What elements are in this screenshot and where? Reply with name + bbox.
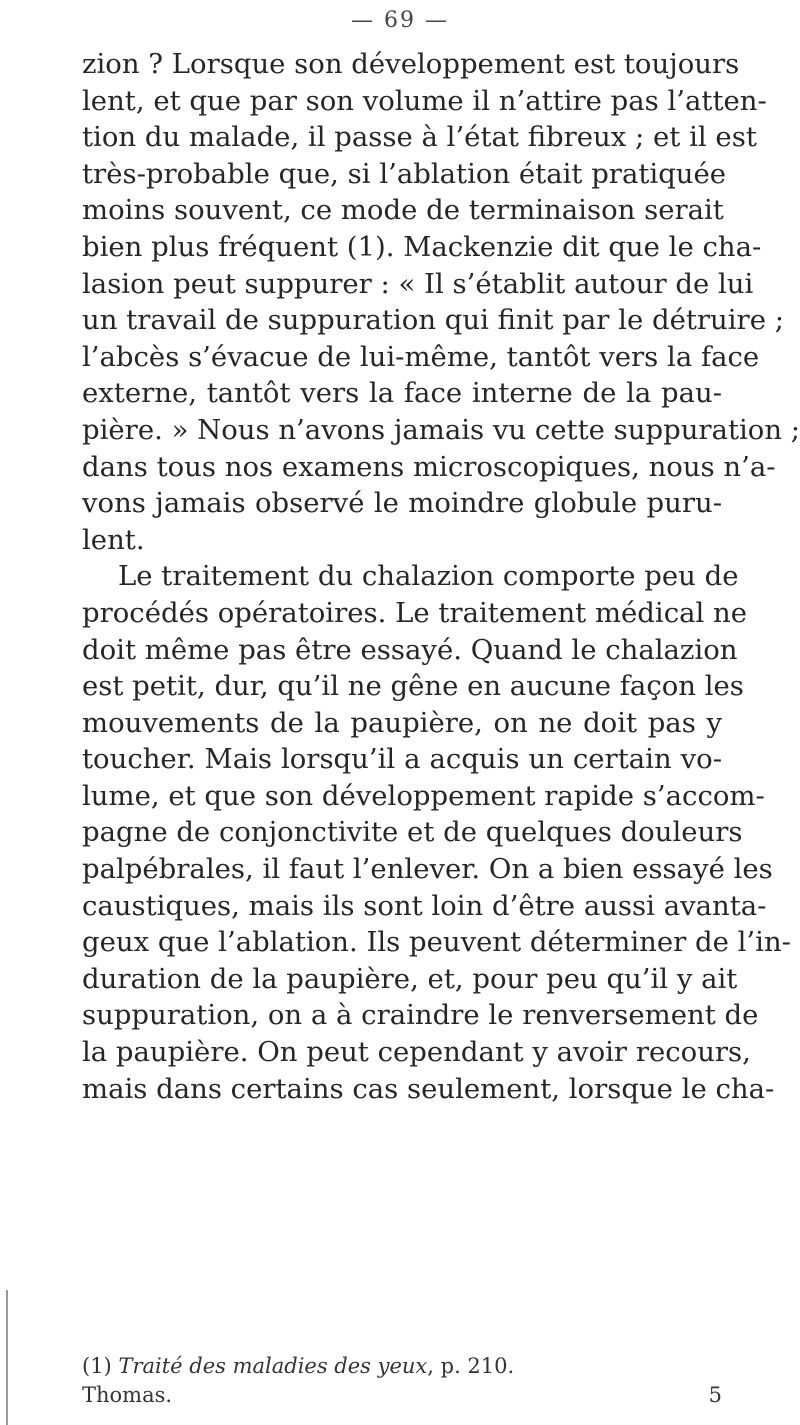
text-line: est petit, dur, qu’il ne gêne en aucune façon les [82, 670, 744, 703]
text-line: procédés opératoires. Le traitement médical ne [82, 596, 748, 629]
footnote-marker: (1) [82, 1354, 112, 1378]
text-line: mais dans certains cas seulement, lorsque le cha- [82, 1072, 775, 1105]
text-line: doit même pas être essayé. Quand le chalazion [82, 633, 738, 666]
text-line: zion ? Lorsque son développement est toujours [82, 48, 740, 80]
text-line: lasion peut suppurer : « Il s’établit autour de lui [82, 267, 754, 300]
text-line: pagne de conjonctivite et de quelques douleurs [82, 816, 743, 849]
signature-line [82, 1381, 722, 1410]
footnote-page-ref: , p. 210. [427, 1354, 515, 1378]
text-line: bien plus fréquent (1). Mackenzie dit que le cha- [82, 230, 762, 263]
text-line: geux que l’ablation. Ils peuvent déterminer de l’in- [82, 926, 791, 959]
text-line: suppuration, on a à craindre le renversement de [82, 999, 759, 1032]
text-line: lent, et que par son volume il n’attire pas l’atten- [82, 84, 767, 117]
text-line: tion du malade, il passe à l’état fibreux ; et il est [82, 121, 757, 154]
text-line: duration de la paupière, et, pour peu qu’il y ait [82, 962, 738, 995]
text-line: la paupière. On peut cependant y avoir recours, [82, 1036, 751, 1069]
text-line: l’abcès s’évacue de lui-même, tantôt vers la face [82, 340, 760, 373]
footnote [82, 1352, 722, 1410]
text-line: caustiques, mais ils sont loin d’être aussi avanta- [82, 889, 767, 922]
footnote-title: Traité des maladies des yeux [118, 1354, 428, 1378]
text-line: palpébrales, il faut l’enlever. On a bien essayé les [82, 853, 773, 886]
text-line: un travail de suppuration qui finit par le détruire ; [82, 304, 784, 337]
text-line: pière. » Nous n’avons jamais vu cette suppuration ; [82, 413, 800, 446]
text-line: externe, tantôt vers la face interne de la pau- [82, 377, 722, 410]
body-text [82, 46, 800, 1107]
text-line: lume, et que son développement rapide s’accom- [82, 779, 765, 812]
signature-sheet-number: 5 [708, 1383, 722, 1407]
footnote-line [82, 1352, 722, 1381]
paragraph-start-line: Le traitement du chalazion comporte peu de [118, 560, 739, 593]
signature-author: Thomas. [82, 1383, 173, 1407]
binding-edge [6, 1290, 8, 1425]
text-line: moins souvent, ce mode de terminaison serait [82, 194, 724, 227]
text-line: mouvements de la paupière, on ne doit pas y [82, 706, 722, 739]
text-line: lent. [82, 523, 145, 556]
text-line: vons jamais observé le moindre globule puru- [82, 487, 722, 520]
text-line: dans tous nos examens microscopiques, nous n’a- [82, 450, 776, 483]
text-line: très-probable que, si l’ablation était pratiquée [82, 157, 727, 190]
page-number: — 69 — [351, 8, 449, 33]
text-line: toucher. Mais lorsqu’il a acquis un certain vo- [82, 743, 722, 776]
